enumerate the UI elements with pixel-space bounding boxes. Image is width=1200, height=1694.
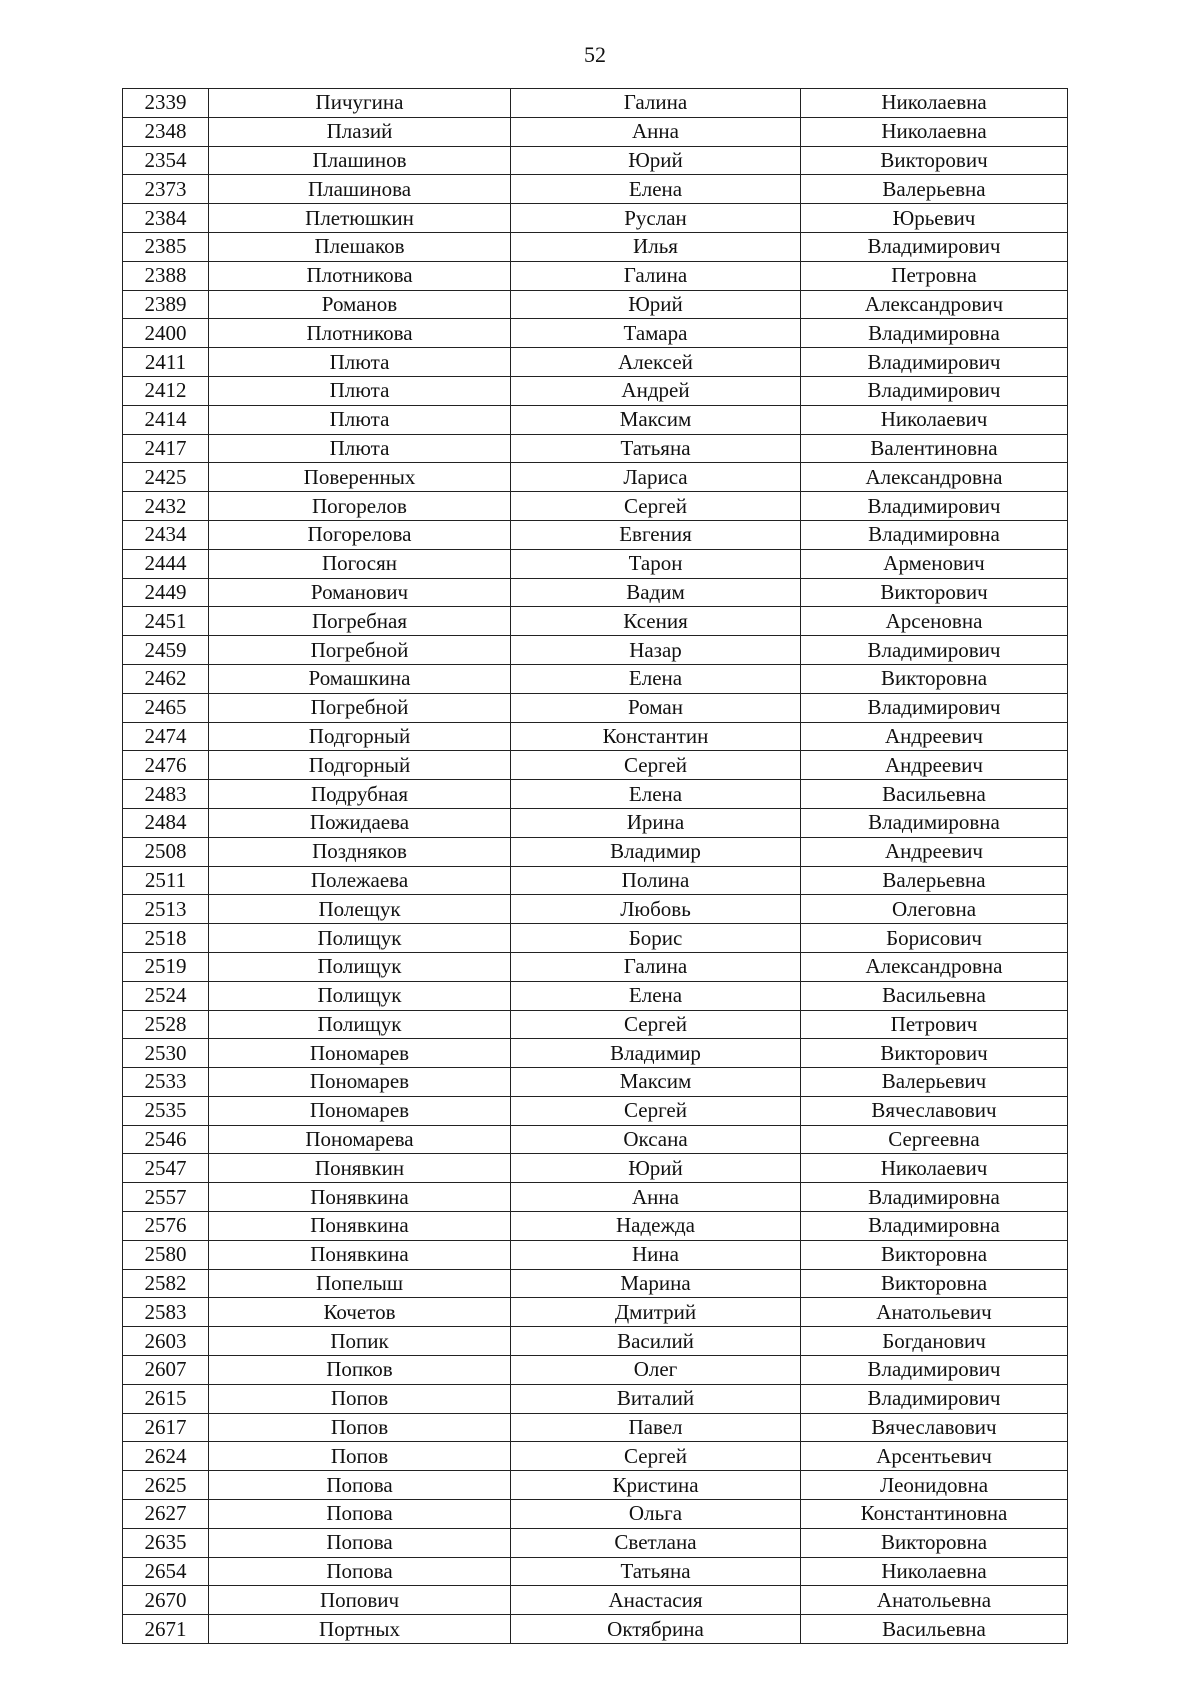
patronymic-cell: Васильевна (801, 981, 1068, 1010)
patronymic-cell: Николаевна (801, 1557, 1068, 1586)
record-number-cell: 2519 (123, 952, 209, 981)
record-number-cell: 2389 (123, 290, 209, 319)
first-name-cell: Борис (511, 924, 801, 953)
patronymic-cell: Вячеславович (801, 1413, 1068, 1442)
patronymic-cell: Викторовна (801, 1528, 1068, 1557)
record-number-cell: 2417 (123, 434, 209, 463)
first-name-cell: Анастасия (511, 1586, 801, 1615)
first-name-cell: Павел (511, 1413, 801, 1442)
table-row (123, 1500, 1068, 1529)
record-number-cell: 2627 (123, 1500, 209, 1529)
last-name-cell: Полещук (209, 895, 511, 924)
table-row (123, 722, 1068, 751)
record-number-cell: 2524 (123, 981, 209, 1010)
record-number-cell: 2625 (123, 1471, 209, 1500)
patronymic-cell: Андреевич (801, 751, 1068, 780)
record-number-cell: 2484 (123, 808, 209, 837)
table-row (123, 1240, 1068, 1269)
record-number-cell: 2583 (123, 1298, 209, 1327)
record-number-cell: 2615 (123, 1384, 209, 1413)
last-name-cell: Полищук (209, 981, 511, 1010)
record-number-cell: 2513 (123, 895, 209, 924)
first-name-cell: Владимир (511, 837, 801, 866)
page-number: 52 (584, 42, 606, 67)
last-name-cell: Пономарев (209, 1096, 511, 1125)
patronymic-cell: Леонидовна (801, 1471, 1068, 1500)
last-name-cell: Ромашкина (209, 664, 511, 693)
patronymic-cell: Викторович (801, 1039, 1068, 1068)
record-number-cell: 2373 (123, 175, 209, 204)
last-name-cell: Подрубная (209, 780, 511, 809)
patronymic-cell: Константиновна (801, 1500, 1068, 1529)
last-name-cell: Плашинов (209, 146, 511, 175)
table-row (123, 1212, 1068, 1241)
patronymic-cell: Андреевич (801, 722, 1068, 751)
patronymic-cell: Викторович (801, 578, 1068, 607)
record-number-cell: 2671 (123, 1615, 209, 1644)
patronymic-cell: Андреевич (801, 837, 1068, 866)
table-row (123, 1327, 1068, 1356)
patronymic-cell: Владимирович (801, 1356, 1068, 1385)
table-row (123, 1413, 1068, 1442)
last-name-cell: Поверенных (209, 463, 511, 492)
table-row (123, 1269, 1068, 1298)
last-name-cell: Пожидаева (209, 808, 511, 837)
record-number-cell: 2348 (123, 117, 209, 146)
patronymic-cell: Васильевна (801, 780, 1068, 809)
patronymic-cell: Валентиновна (801, 434, 1068, 463)
first-name-cell: Галина (511, 952, 801, 981)
first-name-cell: Андрей (511, 376, 801, 405)
table-row (123, 1039, 1068, 1068)
first-name-cell: Руслан (511, 204, 801, 233)
first-name-cell: Дмитрий (511, 1298, 801, 1327)
first-name-cell: Юрий (511, 290, 801, 319)
record-number-cell: 2414 (123, 405, 209, 434)
first-name-cell: Анна (511, 1183, 801, 1212)
table-row (123, 1356, 1068, 1385)
first-name-cell: Ольга (511, 1500, 801, 1529)
record-number-cell: 2434 (123, 520, 209, 549)
patronymic-cell: Богданович (801, 1327, 1068, 1356)
last-name-cell: Попова (209, 1471, 511, 1500)
patronymic-cell: Викторович (801, 146, 1068, 175)
last-name-cell: Полищук (209, 924, 511, 953)
patronymic-cell: Викторовна (801, 1269, 1068, 1298)
first-name-cell: Владимир (511, 1039, 801, 1068)
first-name-cell: Октябрина (511, 1615, 801, 1644)
record-number-cell: 2449 (123, 578, 209, 607)
first-name-cell: Максим (511, 1068, 801, 1097)
person-registry-table (122, 88, 1068, 1644)
last-name-cell: Погорелов (209, 492, 511, 521)
last-name-cell: Попова (209, 1557, 511, 1586)
first-name-cell: Сергей (511, 1010, 801, 1039)
patronymic-cell: Владимировна (801, 1212, 1068, 1241)
first-name-cell: Роман (511, 693, 801, 722)
patronymic-cell: Владимирович (801, 636, 1068, 665)
first-name-cell: Евгения (511, 520, 801, 549)
first-name-cell: Илья (511, 232, 801, 261)
patronymic-cell: Александрович (801, 290, 1068, 319)
table-row (123, 636, 1068, 665)
patronymic-cell: Викторовна (801, 664, 1068, 693)
table-row (123, 1154, 1068, 1183)
record-number-cell: 2459 (123, 636, 209, 665)
first-name-cell: Назар (511, 636, 801, 665)
first-name-cell: Кристина (511, 1471, 801, 1500)
record-number-cell: 2530 (123, 1039, 209, 1068)
last-name-cell: Плашинова (209, 175, 511, 204)
table-row (123, 1586, 1068, 1615)
last-name-cell: Плюта (209, 376, 511, 405)
record-number-cell: 2607 (123, 1356, 209, 1385)
last-name-cell: Полежаева (209, 866, 511, 895)
last-name-cell: Попов (209, 1384, 511, 1413)
record-number-cell: 2384 (123, 204, 209, 233)
last-name-cell: Пономарев (209, 1068, 511, 1097)
table-row (123, 1442, 1068, 1471)
record-number-cell: 2411 (123, 348, 209, 377)
last-name-cell: Поздняков (209, 837, 511, 866)
last-name-cell: Романович (209, 578, 511, 607)
record-number-cell: 2400 (123, 319, 209, 348)
patronymic-cell: Владимирович (801, 376, 1068, 405)
patronymic-cell: Владимирович (801, 232, 1068, 261)
table-row (123, 492, 1068, 521)
patronymic-cell: Николаевич (801, 1154, 1068, 1183)
record-number-cell: 2385 (123, 232, 209, 261)
last-name-cell: Подгорный (209, 722, 511, 751)
first-name-cell: Тамара (511, 319, 801, 348)
table-row (123, 780, 1068, 809)
table-row (123, 981, 1068, 1010)
table-row (123, 1125, 1068, 1154)
patronymic-cell: Арменович (801, 549, 1068, 578)
first-name-cell: Любовь (511, 895, 801, 924)
table-row (123, 405, 1068, 434)
patronymic-cell: Владимирович (801, 693, 1068, 722)
patronymic-cell: Владимировна (801, 808, 1068, 837)
record-number-cell: 2582 (123, 1269, 209, 1298)
last-name-cell: Плотникова (209, 319, 511, 348)
table-row (123, 1384, 1068, 1413)
last-name-cell: Попович (209, 1586, 511, 1615)
table-row (123, 1298, 1068, 1327)
last-name-cell: Попова (209, 1528, 511, 1557)
table-row (123, 895, 1068, 924)
record-number-cell: 2557 (123, 1183, 209, 1212)
table-row (123, 117, 1068, 146)
record-number-cell: 2476 (123, 751, 209, 780)
patronymic-cell: Викторовна (801, 1240, 1068, 1269)
table-row (123, 837, 1068, 866)
record-number-cell: 2388 (123, 261, 209, 290)
table-row (123, 607, 1068, 636)
record-number-cell: 2533 (123, 1068, 209, 1097)
patronymic-cell: Олеговна (801, 895, 1068, 924)
record-number-cell: 2670 (123, 1586, 209, 1615)
patronymic-cell: Александровна (801, 463, 1068, 492)
last-name-cell: Попов (209, 1442, 511, 1471)
table-row (123, 434, 1068, 463)
record-number-cell: 2624 (123, 1442, 209, 1471)
last-name-cell: Понявкина (209, 1183, 511, 1212)
record-number-cell: 2547 (123, 1154, 209, 1183)
first-name-cell: Елена (511, 780, 801, 809)
patronymic-cell: Арсеновна (801, 607, 1068, 636)
first-name-cell: Олег (511, 1356, 801, 1385)
patronymic-cell: Николаевна (801, 117, 1068, 146)
first-name-cell: Алексей (511, 348, 801, 377)
last-name-cell: Погребной (209, 693, 511, 722)
patronymic-cell: Владимирович (801, 348, 1068, 377)
record-number-cell: 2603 (123, 1327, 209, 1356)
record-number-cell: 2432 (123, 492, 209, 521)
record-number-cell: 2465 (123, 693, 209, 722)
last-name-cell: Портных (209, 1615, 511, 1644)
last-name-cell: Попков (209, 1356, 511, 1385)
record-number-cell: 2339 (123, 89, 209, 118)
patronymic-cell: Валерьевич (801, 1068, 1068, 1097)
record-number-cell: 2483 (123, 780, 209, 809)
table-row (123, 1471, 1068, 1500)
last-name-cell: Погребной (209, 636, 511, 665)
last-name-cell: Плюта (209, 434, 511, 463)
first-name-cell: Татьяна (511, 1557, 801, 1586)
first-name-cell: Марина (511, 1269, 801, 1298)
last-name-cell: Полищук (209, 1010, 511, 1039)
patronymic-cell: Юрьевич (801, 204, 1068, 233)
record-number-cell: 2444 (123, 549, 209, 578)
record-number-cell: 2474 (123, 722, 209, 751)
table-row (123, 319, 1068, 348)
first-name-cell: Вадим (511, 578, 801, 607)
record-number-cell: 2425 (123, 463, 209, 492)
table-row (123, 290, 1068, 319)
first-name-cell: Светлана (511, 1528, 801, 1557)
table-row (123, 146, 1068, 175)
table-row (123, 175, 1068, 204)
record-number-cell: 2511 (123, 866, 209, 895)
first-name-cell: Татьяна (511, 434, 801, 463)
record-number-cell: 2635 (123, 1528, 209, 1557)
first-name-cell: Анна (511, 117, 801, 146)
table-row (123, 1557, 1068, 1586)
record-number-cell: 2535 (123, 1096, 209, 1125)
patronymic-cell: Владимировна (801, 319, 1068, 348)
last-name-cell: Подгорный (209, 751, 511, 780)
last-name-cell: Погосян (209, 549, 511, 578)
patronymic-cell: Анатольевич (801, 1298, 1068, 1327)
record-number-cell: 2412 (123, 376, 209, 405)
patronymic-cell: Александровна (801, 952, 1068, 981)
record-number-cell: 2654 (123, 1557, 209, 1586)
record-number-cell: 2546 (123, 1125, 209, 1154)
table-row (123, 1010, 1068, 1039)
last-name-cell: Плюта (209, 405, 511, 434)
last-name-cell: Понявкина (209, 1240, 511, 1269)
table-row (123, 751, 1068, 780)
first-name-cell: Нина (511, 1240, 801, 1269)
record-number-cell: 2451 (123, 607, 209, 636)
record-number-cell: 2508 (123, 837, 209, 866)
first-name-cell: Юрий (511, 146, 801, 175)
last-name-cell: Пономарев (209, 1039, 511, 1068)
last-name-cell: Понявкин (209, 1154, 511, 1183)
registry-body (123, 89, 1068, 1644)
first-name-cell: Оксана (511, 1125, 801, 1154)
last-name-cell: Кочетов (209, 1298, 511, 1327)
table-row (123, 578, 1068, 607)
last-name-cell: Погорелова (209, 520, 511, 549)
first-name-cell: Тарон (511, 549, 801, 578)
first-name-cell: Сергей (511, 751, 801, 780)
table-row (123, 693, 1068, 722)
table-row (123, 924, 1068, 953)
last-name-cell: Плазий (209, 117, 511, 146)
patronymic-cell: Сергеевна (801, 1125, 1068, 1154)
table-row (123, 1068, 1068, 1097)
last-name-cell: Погребная (209, 607, 511, 636)
last-name-cell: Попова (209, 1500, 511, 1529)
first-name-cell: Максим (511, 405, 801, 434)
first-name-cell: Елена (511, 981, 801, 1010)
record-number-cell: 2518 (123, 924, 209, 953)
table-row (123, 808, 1068, 837)
record-number-cell: 2354 (123, 146, 209, 175)
last-name-cell: Романов (209, 290, 511, 319)
last-name-cell: Пономарева (209, 1125, 511, 1154)
last-name-cell: Пичугина (209, 89, 511, 118)
first-name-cell: Сергей (511, 1442, 801, 1471)
record-number-cell: 2528 (123, 1010, 209, 1039)
patronymic-cell: Владимирович (801, 492, 1068, 521)
table-row (123, 664, 1068, 693)
table-row (123, 89, 1068, 118)
first-name-cell: Надежда (511, 1212, 801, 1241)
patronymic-cell: Владимирович (801, 1384, 1068, 1413)
first-name-cell: Василий (511, 1327, 801, 1356)
patronymic-cell: Валерьевна (801, 866, 1068, 895)
table-row (123, 1183, 1068, 1212)
last-name-cell: Попелыш (209, 1269, 511, 1298)
table-row (123, 376, 1068, 405)
last-name-cell: Плетюшкин (209, 204, 511, 233)
table-row (123, 348, 1068, 377)
last-name-cell: Плюта (209, 348, 511, 377)
patronymic-cell: Николаевич (801, 405, 1068, 434)
record-number-cell: 2580 (123, 1240, 209, 1269)
first-name-cell: Константин (511, 722, 801, 751)
first-name-cell: Виталий (511, 1384, 801, 1413)
first-name-cell: Полина (511, 866, 801, 895)
patronymic-cell: Петрович (801, 1010, 1068, 1039)
first-name-cell: Ирина (511, 808, 801, 837)
first-name-cell: Елена (511, 175, 801, 204)
last-name-cell: Попов (209, 1413, 511, 1442)
patronymic-cell: Арсентьевич (801, 1442, 1068, 1471)
table-row (123, 1528, 1068, 1557)
table-row (123, 204, 1068, 233)
first-name-cell: Галина (511, 89, 801, 118)
table-row (123, 261, 1068, 290)
table-row (123, 463, 1068, 492)
last-name-cell: Попик (209, 1327, 511, 1356)
record-number-cell: 2462 (123, 664, 209, 693)
patronymic-cell: Петровна (801, 261, 1068, 290)
table-row (123, 866, 1068, 895)
patronymic-cell: Владимировна (801, 520, 1068, 549)
first-name-cell: Лариса (511, 463, 801, 492)
patronymic-cell: Васильевна (801, 1615, 1068, 1644)
table-row (123, 520, 1068, 549)
last-name-cell: Полищук (209, 952, 511, 981)
first-name-cell: Юрий (511, 1154, 801, 1183)
patronymic-cell: Валерьевна (801, 175, 1068, 204)
patronymic-cell: Анатольевна (801, 1586, 1068, 1615)
patronymic-cell: Владимировна (801, 1183, 1068, 1212)
last-name-cell: Плешаков (209, 232, 511, 261)
record-number-cell: 2576 (123, 1212, 209, 1241)
table-row (123, 952, 1068, 981)
table-row (123, 1096, 1068, 1125)
first-name-cell: Сергей (511, 1096, 801, 1125)
last-name-cell: Плотникова (209, 261, 511, 290)
record-number-cell: 2617 (123, 1413, 209, 1442)
last-name-cell: Понявкина (209, 1212, 511, 1241)
first-name-cell: Елена (511, 664, 801, 693)
table-row (123, 232, 1068, 261)
patronymic-cell: Вячеславович (801, 1096, 1068, 1125)
first-name-cell: Галина (511, 261, 801, 290)
table-row (123, 1615, 1068, 1644)
patronymic-cell: Николаевна (801, 89, 1068, 118)
table-row (123, 549, 1068, 578)
patronymic-cell: Борисович (801, 924, 1068, 953)
first-name-cell: Ксения (511, 607, 801, 636)
first-name-cell: Сергей (511, 492, 801, 521)
